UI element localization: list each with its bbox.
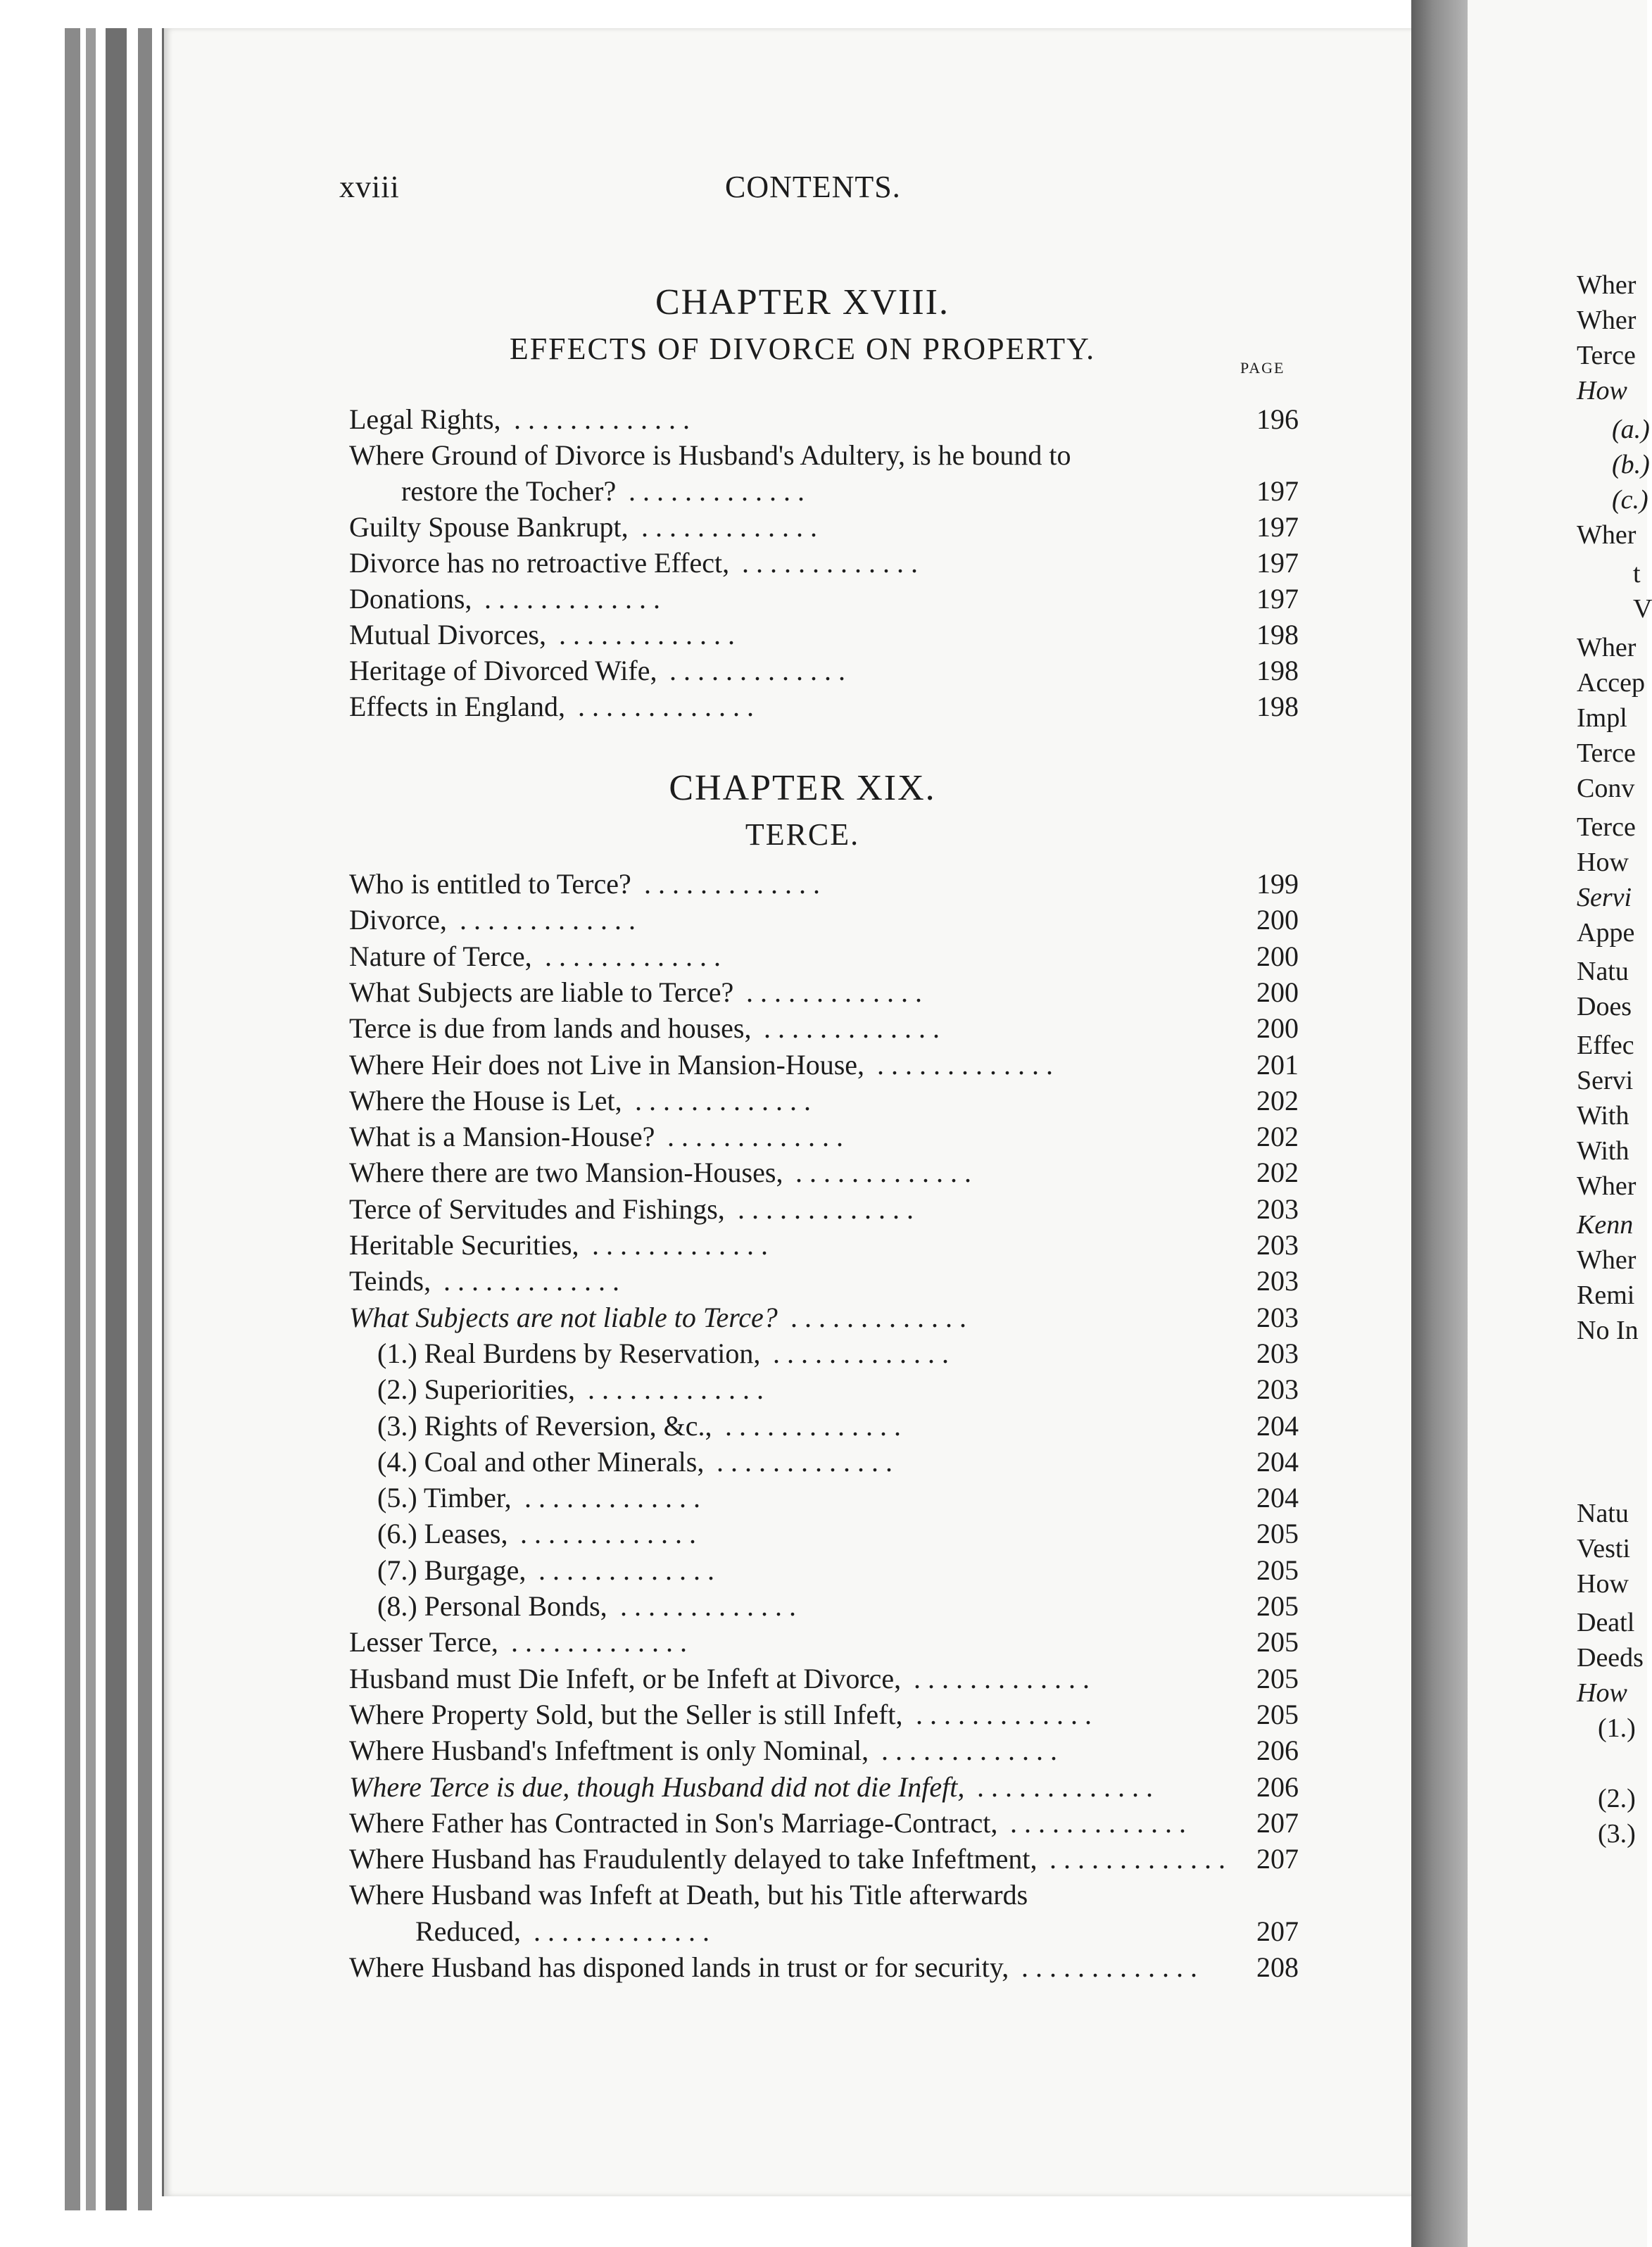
toc-entry-label: restore the Tocher? bbox=[401, 475, 617, 507]
facing-page-line: How bbox=[1577, 1678, 1627, 1708]
toc-entry-label: What Subjects are liable to Terce? bbox=[349, 976, 734, 1008]
facing-page-line: Wher bbox=[1577, 633, 1637, 662]
dot-leader: . . . . . . . . . . . . . bbox=[578, 691, 754, 722]
toc-entry-label: Where Terce is due, though Husband did not die Infeft, bbox=[349, 1770, 965, 1803]
dot-leader: . . . . . . . . . . . . . bbox=[511, 1626, 687, 1658]
dot-leader: . . . . . . . . . . . . . bbox=[629, 475, 805, 507]
toc-entry bbox=[0, 1408, 1647, 1444]
toc-entry bbox=[0, 1769, 1647, 1806]
toc-entry-page: 197 bbox=[1256, 547, 1299, 579]
toc-entry bbox=[0, 1263, 1647, 1299]
toc-entry bbox=[0, 1227, 1647, 1264]
toc-entry-page: 205 bbox=[1256, 1590, 1299, 1622]
toc-entry-label: (8.) Personal Bonds, bbox=[377, 1590, 607, 1622]
toc-entry-label: Reduced, bbox=[415, 1915, 521, 1947]
facing-page-line: Terce bbox=[1577, 812, 1636, 842]
facing-page-line: Remi bbox=[1577, 1280, 1635, 1310]
facing-page-line: Wher bbox=[1577, 520, 1637, 550]
facing-page-line: Wher bbox=[1577, 306, 1637, 335]
toc-entry-page: 198 bbox=[1256, 691, 1299, 722]
toc-entry-page: 200 bbox=[1256, 904, 1299, 936]
facing-page-line: Natu bbox=[1577, 1499, 1629, 1528]
toc-entry bbox=[0, 1913, 1647, 1950]
dot-leader: . . . . . . . . . . . . . bbox=[1021, 1951, 1197, 1983]
dot-leader: . . . . . . . . . . . . . bbox=[592, 1229, 768, 1261]
toc-entry-page: 205 bbox=[1256, 1554, 1299, 1586]
toc-entry bbox=[0, 617, 1647, 653]
running-title: CONTENTS. bbox=[725, 170, 901, 204]
dot-leader: . . . . . . . . . . . . . bbox=[545, 940, 721, 972]
dot-leader: . . . . . . . . . . . . . bbox=[620, 1590, 796, 1622]
dot-leader: . . . . . . . . . . . . . bbox=[534, 1915, 710, 1947]
toc-entry bbox=[0, 1371, 1647, 1408]
toc-entry-label: Husband must Die Infeft, or be Infeft at Divorce, bbox=[349, 1662, 902, 1694]
toc-entry-page: 205 bbox=[1256, 1626, 1299, 1658]
facing-page-line: (a.) bbox=[1612, 415, 1650, 444]
toc-entry-page: 202 bbox=[1256, 1121, 1299, 1153]
dot-leader: . . . . . . . . . . . . . bbox=[520, 1518, 696, 1550]
facing-page-line: Deatl bbox=[1577, 1608, 1635, 1637]
toc-entry-page: 203 bbox=[1256, 1229, 1299, 1261]
toc-entry-label: Where Heir does not Live in Mansion-House, bbox=[349, 1048, 865, 1081]
toc-entry-label: Guilty Spouse Bankrupt, bbox=[349, 511, 629, 543]
toc-entry-label: (6.) Leases, bbox=[377, 1518, 508, 1550]
toc-entry-page: 197 bbox=[1256, 511, 1299, 543]
facing-page-line: Terce bbox=[1577, 341, 1636, 370]
toc-entry bbox=[0, 1154, 1647, 1191]
toc-entry bbox=[0, 1552, 1647, 1589]
toc-entry bbox=[0, 1805, 1647, 1842]
facing-page-line: Wher bbox=[1577, 1245, 1637, 1275]
toc-entry-page: 201 bbox=[1256, 1048, 1299, 1081]
toc-entry bbox=[0, 1877, 1647, 1913]
toc-entry-label: (2.) Superiorities, bbox=[377, 1373, 576, 1406]
toc-entry-label: Terce of Servitudes and Fishings, bbox=[349, 1192, 725, 1225]
toc-entry-label: (4.) Coal and other Minerals, bbox=[377, 1445, 705, 1478]
facing-page-line: Wher bbox=[1577, 270, 1637, 300]
toc-entry bbox=[0, 1444, 1647, 1480]
toc-entry-label: Where Property Sold, but the Seller is still Infeft, bbox=[349, 1698, 903, 1730]
facing-page-line: How bbox=[1577, 376, 1627, 405]
folio-number: xviii bbox=[339, 170, 400, 204]
toc-entry bbox=[0, 1299, 1647, 1336]
toc-entry bbox=[0, 1010, 1647, 1047]
toc-entry-page: 197 bbox=[1256, 583, 1299, 615]
facing-page-line: V bbox=[1633, 594, 1652, 624]
toc-entry-page: 204 bbox=[1256, 1445, 1299, 1478]
toc-entry bbox=[0, 653, 1647, 689]
dot-leader: . . . . . . . . . . . . . bbox=[443, 1265, 619, 1297]
toc-entry bbox=[0, 1047, 1647, 1083]
dot-leader: . . . . . . . . . . . . . bbox=[484, 583, 660, 615]
toc-entry-page: 205 bbox=[1256, 1698, 1299, 1730]
chapter-heading: CHAPTER XIX. bbox=[669, 768, 936, 808]
facing-page-line: Servi bbox=[1577, 883, 1632, 912]
facing-page-line: Vesti bbox=[1577, 1534, 1630, 1563]
dot-leader: . . . . . . . . . . . . . bbox=[588, 1373, 764, 1406]
dot-leader: . . . . . . . . . . . . . bbox=[667, 1121, 843, 1153]
toc-entry-page: 198 bbox=[1256, 655, 1299, 686]
toc-entry-page: 196 bbox=[1256, 403, 1299, 435]
toc-entry bbox=[0, 1335, 1647, 1372]
toc-entry bbox=[0, 473, 1647, 510]
facing-page-line: Natu bbox=[1577, 957, 1629, 986]
dot-leader: . . . . . . . . . . . . . bbox=[914, 1662, 1090, 1694]
dot-leader: . . . . . . . . . . . . . bbox=[538, 1554, 714, 1586]
toc-entry-label: Effects in England, bbox=[349, 691, 565, 722]
toc-entry-label: Heritage of Divorced Wife, bbox=[349, 655, 657, 686]
facing-page-line: No In bbox=[1577, 1316, 1639, 1345]
dot-leader: . . . . . . . . . . . . . bbox=[514, 403, 690, 435]
dot-leader: . . . . . . . . . . . . . bbox=[746, 976, 922, 1008]
toc-entry-label: Donations, bbox=[349, 583, 472, 615]
toc-entry-label: Where the House is Let, bbox=[349, 1084, 622, 1116]
toc-entry-label: (7.) Burgage, bbox=[377, 1554, 527, 1586]
dot-leader: . . . . . . . . . . . . . bbox=[916, 1698, 1092, 1730]
dot-leader: . . . . . . . . . . . . . bbox=[669, 655, 845, 686]
facing-page-line: With bbox=[1577, 1136, 1629, 1166]
facing-page-line: Does bbox=[1577, 992, 1632, 1021]
toc-entry-page: 208 bbox=[1256, 1951, 1299, 1983]
toc-entry-page: 197 bbox=[1256, 475, 1299, 507]
toc-entry-page: 204 bbox=[1256, 1482, 1299, 1514]
dot-leader: . . . . . . . . . . . . . bbox=[717, 1445, 893, 1478]
facing-page-line: Kenn bbox=[1577, 1210, 1634, 1240]
chapter-subtitle: EFFECTS OF DIVORCE ON PROPERTY. bbox=[509, 332, 1096, 366]
toc-entry-label: (5.) Timber, bbox=[377, 1482, 512, 1514]
dot-leader: . . . . . . . . . . . . . bbox=[644, 868, 820, 900]
toc-entry bbox=[0, 688, 1647, 725]
dot-leader: . . . . . . . . . . . . . bbox=[641, 511, 817, 543]
toc-entry bbox=[0, 1841, 1647, 1877]
toc-entry-label: Lesser Terce, bbox=[349, 1626, 498, 1658]
dot-leader: . . . . . . . . . . . . . bbox=[1010, 1806, 1186, 1839]
toc-entry-label: Divorce has no retroactive Effect, bbox=[349, 547, 730, 579]
toc-entry bbox=[0, 1624, 1647, 1661]
toc-entry-page: 203 bbox=[1256, 1265, 1299, 1297]
toc-entry-label: Teinds, bbox=[349, 1265, 431, 1297]
toc-entry bbox=[0, 1516, 1647, 1552]
dot-leader: . . . . . . . . . . . . . bbox=[877, 1048, 1053, 1081]
toc-entry bbox=[0, 1661, 1647, 1697]
toc-entry-label: What is a Mansion-House? bbox=[349, 1121, 655, 1153]
toc-entry bbox=[0, 974, 1647, 1011]
toc-entry-label: (1.) Real Burdens by Reservation, bbox=[377, 1337, 761, 1369]
facing-page-line: Accep bbox=[1577, 668, 1646, 698]
facing-page-line: (b.) bbox=[1612, 450, 1650, 479]
facing-page-line: (c.) bbox=[1612, 485, 1648, 515]
toc-entry-label: Where Father has Contracted in Son's Marriage-Contract, bbox=[349, 1806, 998, 1839]
toc-entry-label: Where Husband's Infeftment is only Nominal, bbox=[349, 1735, 869, 1767]
toc-entry-page: 198 bbox=[1256, 619, 1299, 650]
toc-entry bbox=[0, 437, 1647, 474]
facing-page-line: Servi bbox=[1577, 1066, 1634, 1095]
toc-entry-page: 207 bbox=[1256, 1806, 1299, 1839]
toc-entry-page: 206 bbox=[1256, 1735, 1299, 1767]
facing-page-line: (1.) bbox=[1598, 1713, 1636, 1743]
toc-entry-page: 203 bbox=[1256, 1301, 1299, 1333]
facing-page-line: (2.) bbox=[1598, 1784, 1636, 1813]
toc-entry-page: 205 bbox=[1256, 1662, 1299, 1694]
toc-entry-page: 203 bbox=[1256, 1337, 1299, 1369]
toc-entry bbox=[0, 581, 1647, 617]
toc-entry-page: 203 bbox=[1256, 1373, 1299, 1406]
facing-page-line: t bbox=[1633, 559, 1641, 588]
toc-entry bbox=[0, 866, 1647, 902]
dot-leader: . . . . . . . . . . . . . bbox=[460, 904, 636, 936]
dot-leader: . . . . . . . . . . . . . bbox=[773, 1337, 949, 1369]
toc-entry-page: 206 bbox=[1256, 1770, 1299, 1803]
toc-entry-page: 204 bbox=[1256, 1409, 1299, 1442]
toc-entry-label: Where Husband was Infeft at Death, but his Title afterwards bbox=[349, 1879, 1028, 1911]
dot-leader: . . . . . . . . . . . . . bbox=[559, 619, 735, 650]
toc-entry-label: Who is entitled to Terce? bbox=[349, 868, 631, 900]
toc-entry-page: 202 bbox=[1256, 1084, 1299, 1116]
toc-entry bbox=[0, 401, 1647, 438]
dot-leader: . . . . . . . . . . . . . bbox=[790, 1301, 966, 1333]
toc-entry-page: 203 bbox=[1256, 1192, 1299, 1225]
toc-entry bbox=[0, 1480, 1647, 1516]
toc-entry-label: Terce is due from lands and houses, bbox=[349, 1012, 752, 1045]
facing-page-line: Conv bbox=[1577, 774, 1635, 803]
toc-entry-page: 200 bbox=[1256, 940, 1299, 972]
toc-entry bbox=[0, 938, 1647, 975]
facing-page-line: How bbox=[1577, 848, 1629, 877]
dot-leader: . . . . . . . . . . . . . bbox=[725, 1409, 901, 1442]
dot-leader: . . . . . . . . . . . . . bbox=[524, 1482, 700, 1514]
chapter-heading: CHAPTER XVIII. bbox=[655, 282, 950, 322]
facing-page-line: (3.) bbox=[1598, 1819, 1636, 1849]
toc-entry bbox=[0, 1697, 1647, 1733]
toc-entry-label: What Subjects are not liable to Terce? bbox=[349, 1301, 778, 1333]
facing-page-line: How bbox=[1577, 1569, 1629, 1599]
facing-page-line: Wher bbox=[1577, 1171, 1637, 1201]
toc-entry-label: Heritable Securities, bbox=[349, 1229, 579, 1261]
toc-entry-label: Where there are two Mansion-Houses, bbox=[349, 1157, 783, 1189]
facing-page-line: Effec bbox=[1577, 1031, 1634, 1060]
facing-page-line: Impl bbox=[1577, 703, 1627, 733]
toc-entry bbox=[0, 1588, 1647, 1625]
toc-entry-label: Divorce, bbox=[349, 904, 447, 936]
toc-entry bbox=[0, 1191, 1647, 1228]
toc-entry-page: 200 bbox=[1256, 1012, 1299, 1045]
toc-entry-page: 202 bbox=[1256, 1157, 1299, 1189]
toc-entry bbox=[0, 545, 1647, 581]
toc-entry bbox=[0, 1083, 1647, 1119]
toc-entry-page: 205 bbox=[1256, 1518, 1299, 1550]
dot-leader: . . . . . . . . . . . . . bbox=[977, 1770, 1153, 1803]
toc-entry bbox=[0, 1949, 1647, 1986]
dot-leader: . . . . . . . . . . . . . bbox=[738, 1192, 914, 1225]
toc-entry-page: 207 bbox=[1256, 1843, 1299, 1875]
facing-page-line: Terce bbox=[1577, 738, 1636, 768]
dot-leader: . . . . . . . . . . . . . bbox=[1049, 1843, 1225, 1875]
toc-entry-label: Mutual Divorces, bbox=[349, 619, 546, 650]
toc-entry bbox=[0, 902, 1647, 938]
toc-entry bbox=[0, 1119, 1647, 1155]
toc-entry-label: Where Ground of Divorce is Husband's Adultery, is he bound to bbox=[349, 439, 1071, 471]
toc-entry-label: Where Husband has Fraudulently delayed to take Infeftment, bbox=[349, 1843, 1038, 1875]
dot-leader: . . . . . . . . . . . . . bbox=[881, 1735, 1057, 1767]
facing-page-line: Appe bbox=[1577, 918, 1635, 948]
toc-entry-label: Where Husband has disponed lands in trust or for security, bbox=[349, 1951, 1009, 1983]
toc-entry-label: Nature of Terce, bbox=[349, 940, 532, 972]
chapter-subtitle: TERCE. bbox=[745, 817, 860, 852]
facing-page-line: With bbox=[1577, 1101, 1629, 1131]
toc-entry bbox=[0, 1732, 1647, 1769]
dot-leader: . . . . . . . . . . . . . bbox=[795, 1157, 971, 1189]
page-column-label: PAGE bbox=[1240, 359, 1285, 377]
dot-leader: . . . . . . . . . . . . . bbox=[764, 1012, 940, 1045]
dot-leader: . . . . . . . . . . . . . bbox=[635, 1084, 811, 1116]
toc-entry bbox=[0, 509, 1647, 546]
dot-leader: . . . . . . . . . . . . . bbox=[742, 547, 918, 579]
toc-entry-label: Legal Rights, bbox=[349, 403, 501, 435]
toc-entry-page: 207 bbox=[1256, 1915, 1299, 1947]
facing-page-line: Deeds bbox=[1577, 1643, 1644, 1673]
toc-entry-page: 199 bbox=[1256, 868, 1299, 900]
toc-entry-page: 200 bbox=[1256, 976, 1299, 1008]
toc-entry-label: (3.) Rights of Reversion, &c., bbox=[377, 1409, 712, 1442]
